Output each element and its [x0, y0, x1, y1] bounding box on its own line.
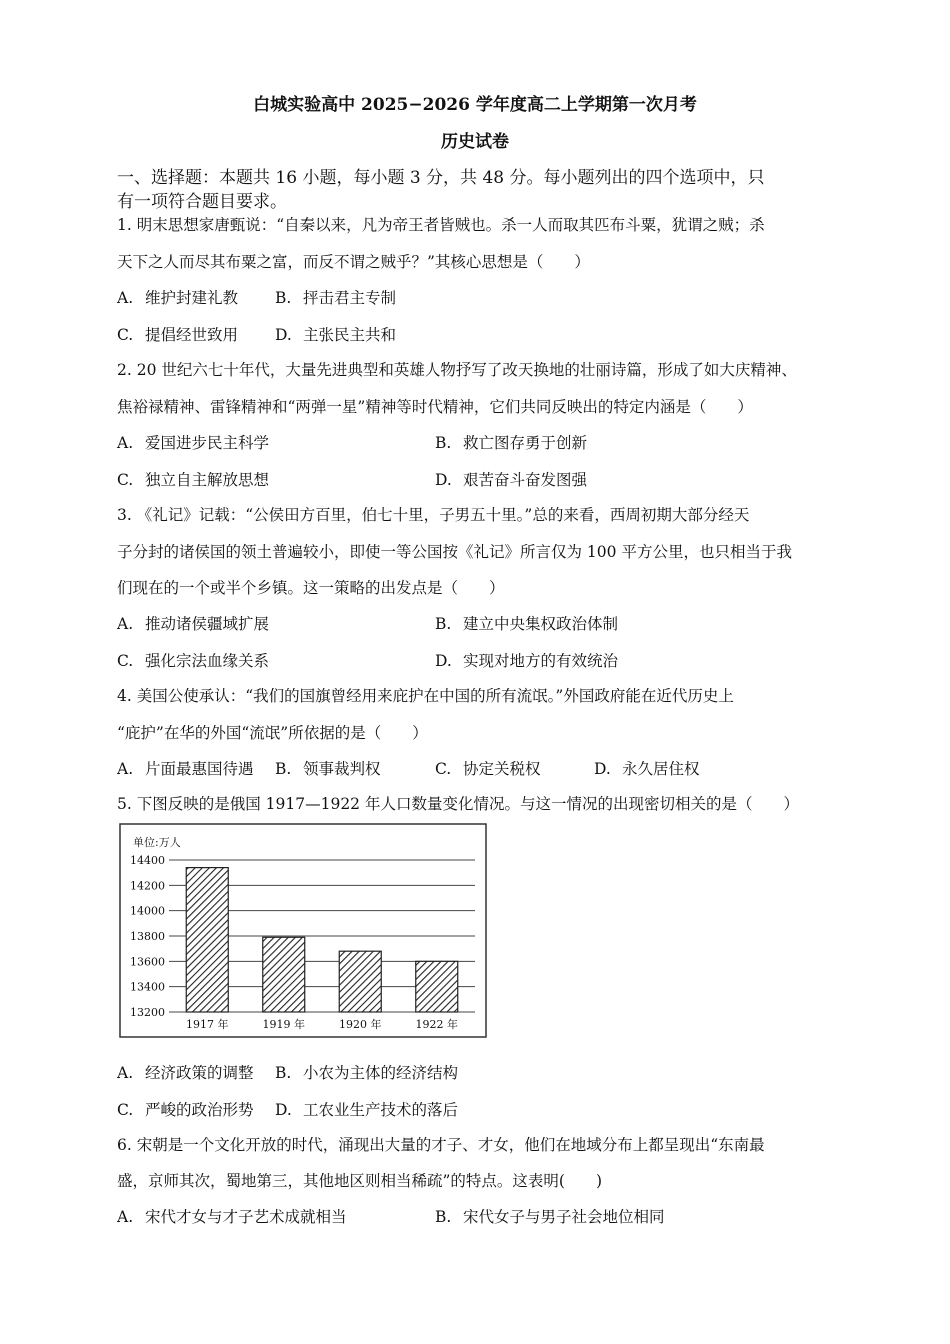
option-label: D.	[435, 652, 452, 670]
option-label: A.	[117, 434, 134, 452]
option-label: A.	[117, 615, 134, 633]
option-4b[interactable]	[275, 757, 381, 779]
population-bar-chart	[119, 823, 487, 1039]
option-text: 小农为主体的经济结构	[303, 1064, 459, 1082]
option-label: D.	[594, 760, 611, 778]
option-label: B.	[275, 760, 292, 778]
x-tick-label: 1919 年	[262, 1018, 305, 1031]
option-text: 工农业生产技术的落后	[303, 1101, 459, 1119]
option-label: B.	[435, 434, 452, 452]
question-3-line3: 们现在的一个或半个乡镇。这一策略的出发点是（ ）	[117, 579, 505, 597]
option-4c[interactable]	[435, 757, 541, 779]
option-text: 推动诸侯疆域扩展	[145, 615, 270, 633]
option-4a[interactable]	[117, 757, 254, 779]
option-5b[interactable]	[275, 1061, 458, 1083]
option-label: A.	[117, 760, 134, 778]
option-text: 宋代才女与才子艺术成就相当	[145, 1208, 347, 1226]
question-3-line1: 3. 《礼记》记载：“公侯田方百里，伯七十里，子男五十里。”总的来看，西周初期大部分经天	[117, 506, 750, 524]
option-text: 实现对地方的有效统治	[463, 652, 619, 670]
option-2d[interactable]	[435, 468, 587, 490]
question-6-line1: 6. 宋朝是一个文化开放的时代，涌现出大量的才子、才女，他们在地域分布上都呈现出“东南最	[117, 1136, 765, 1154]
question-1-line1: 1. 明末思想家唐甄说：“自秦以来，凡为帝王者皆贼也。杀一人而取其匹布斗粟，犹谓之贼；杀	[117, 216, 765, 234]
option-text: 救亡图存勇于创新	[463, 434, 588, 452]
option-text: 强化宗法血缘关系	[145, 652, 270, 670]
option-text: 提倡经世致用	[145, 326, 239, 344]
option-label: B.	[275, 289, 292, 307]
question-2-line1: 2. 20 世纪六七十年代，大量先进典型和英雄人物抒写了改天换地的壮丽诗篇，形成了如大庆精神、	[117, 361, 797, 379]
option-5d[interactable]	[275, 1098, 458, 1120]
option-text: 严峻的政治形势	[145, 1101, 254, 1119]
question-2-line2: 焦裕禄精神、雷锋精神和“两弹一星”精神等时代精神，它们共同反映出的特定内涵是（ ）	[117, 398, 753, 416]
x-tick-label: 1920 年	[339, 1018, 382, 1031]
y-tick-label: 13400	[130, 980, 165, 994]
option-label: B.	[435, 1208, 452, 1226]
option-label: C.	[435, 760, 452, 778]
option-text: 片面最惠国待遇	[145, 760, 254, 778]
option-label: B.	[435, 615, 452, 633]
option-3a[interactable]	[117, 612, 269, 634]
option-text: 爱国进步民主科学	[145, 434, 270, 452]
option-2b[interactable]	[435, 431, 587, 453]
y-tick-label: 14400	[130, 854, 165, 867]
option-label: C.	[117, 652, 134, 670]
option-4d[interactable]	[594, 757, 700, 779]
option-5c[interactable]	[117, 1098, 254, 1120]
option-label: A.	[117, 1064, 134, 1082]
option-text: 领事裁判权	[303, 760, 381, 778]
option-1a[interactable]	[117, 286, 238, 308]
x-tick-label: 1917 年	[186, 1018, 229, 1031]
option-3d[interactable]	[435, 649, 618, 671]
option-label: D.	[275, 326, 292, 344]
y-tick-label: 13600	[130, 955, 165, 969]
option-1c[interactable]	[117, 323, 238, 345]
question-1-line2: 天下之人而尽其布粟之富，而反不谓之贼乎？”其核心思想是（ ）	[117, 253, 590, 271]
option-3c[interactable]	[117, 649, 269, 671]
option-label: D.	[275, 1101, 292, 1119]
bar-2	[263, 937, 305, 1012]
option-5a[interactable]	[117, 1061, 254, 1083]
y-tick-label: 13200	[130, 1006, 165, 1019]
option-2a[interactable]	[117, 431, 269, 453]
question-4-line1: 4. 美国公使承认：“我们的国旗曾经用来庇护在中国的所有流氓。”外国政府能在近代历史上	[117, 687, 734, 705]
y-tick-label: 14200	[130, 879, 165, 893]
option-text: 宋代女子与男子社会地位相同	[463, 1208, 665, 1226]
option-1d[interactable]	[275, 323, 396, 345]
option-label: C.	[117, 471, 134, 489]
option-2c[interactable]	[117, 468, 269, 490]
bar-3	[339, 951, 381, 1012]
option-text: 抨击君主专制	[303, 289, 397, 307]
option-text: 艰苦奋斗奋发图强	[463, 471, 588, 489]
option-label: B.	[275, 1064, 292, 1082]
y-tick-label: 14000	[130, 904, 165, 918]
option-label: D.	[435, 471, 452, 489]
section-instruction-line2: 有一项符合题目要求。	[117, 192, 287, 212]
option-label: C.	[117, 1101, 134, 1119]
option-6b[interactable]	[435, 1205, 665, 1227]
question-4-line2: “庇护”在华的外国“流氓”所依据的是（ ）	[117, 724, 428, 742]
option-text: 维护封建礼教	[145, 289, 239, 307]
option-text: 主张民主共和	[303, 326, 397, 344]
option-text: 建立中央集权政治体制	[463, 615, 619, 633]
bar-4	[416, 961, 458, 1012]
question-3-line2: 子分封的诸侯国的领土普遍较小，即使一等公国按《礼记》所言仅为 100 平方公里，也只相当于我	[117, 543, 792, 561]
option-text: 永久居住权	[622, 760, 700, 778]
option-text: 协定关税权	[463, 760, 541, 778]
option-3b[interactable]	[435, 612, 618, 634]
option-1b[interactable]	[275, 286, 396, 308]
option-label: C.	[117, 326, 134, 344]
question-6-line2: 盛，京师其次，蜀地第三，其他地区则相当稀疏”的特点。这表明( )	[117, 1172, 603, 1190]
option-label: A.	[117, 289, 134, 307]
y-tick-label: 13800	[130, 930, 165, 943]
bar-1	[186, 868, 228, 1012]
option-label: A.	[117, 1208, 134, 1226]
option-text: 独立自主解放思想	[145, 471, 270, 489]
option-text: 经济政策的调整	[145, 1064, 254, 1082]
exam-subject: 历史试卷	[441, 132, 509, 152]
exam-title: 白城实验高中 2025−2026 学年度高二上学期第一次月考	[253, 95, 697, 115]
chart-unit-label: 单位:万人	[133, 836, 181, 849]
question-5-line1: 5. 下图反映的是俄国 1917—1922 年人口数量变化情况。与这一情况的出现密切相关的是（ ）	[117, 795, 799, 813]
section-instruction-line1: 一、选择题：本题共 16 小题，每小题 3 分，共 48 分。每小题列出的四个选项中，只	[117, 168, 765, 188]
option-6a[interactable]	[117, 1205, 347, 1227]
x-tick-label: 1922 年	[415, 1018, 458, 1031]
